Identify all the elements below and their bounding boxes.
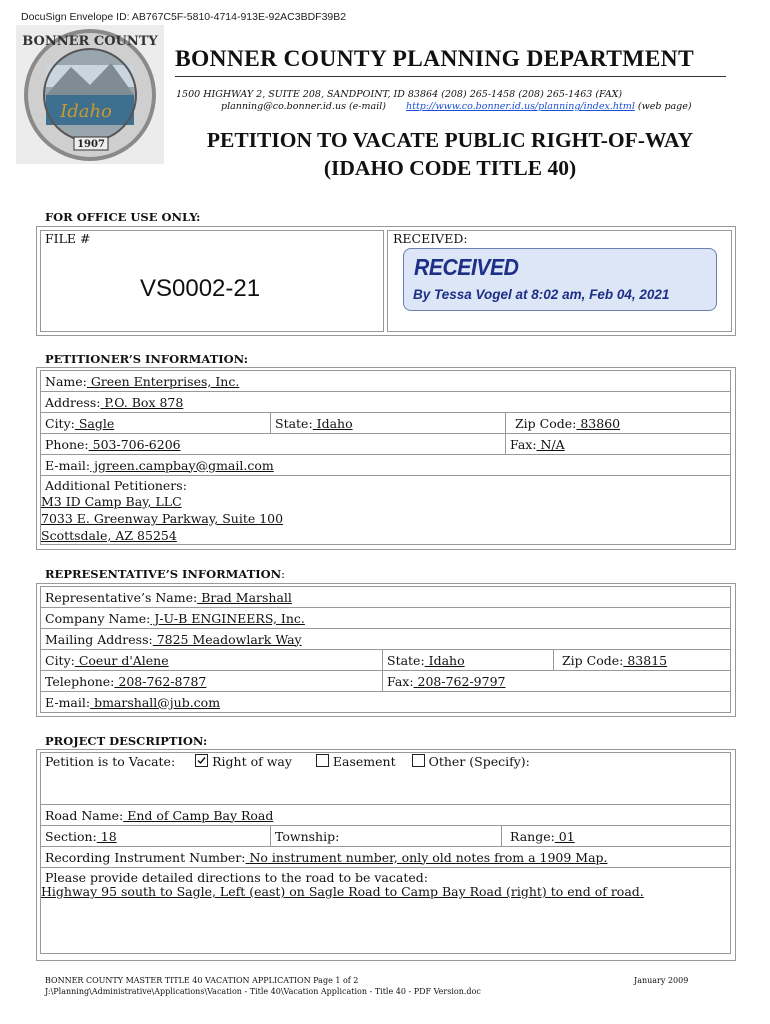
document-title-line-2: (IDAHO CODE TITLE 40) [323, 156, 577, 180]
received-stamp-title: RECEIVED [414, 254, 519, 280]
county-seal-logo [16, 25, 164, 164]
title-rule [175, 76, 726, 77]
petitioner-heading: PETITIONER’S INFORMATION: [45, 352, 248, 366]
representative-phone-field[interactable]: Telephone: 208-762-8787 [41, 671, 383, 692]
section-field[interactable]: Section: 18 [41, 826, 271, 847]
petitioner-city-field[interactable]: City: Sagle [41, 413, 271, 434]
received-stamp-detail: By Tessa Vogel at 8:02 am, Feb 04, 2021 [413, 287, 670, 302]
document-title [150, 126, 750, 182]
file-number[interactable]: VS0002-21 [140, 275, 261, 302]
range-field[interactable]: Range: 01 [502, 826, 731, 847]
file-label: FILE # [45, 231, 91, 246]
additional-petitioner-line: Scottsdale, AZ 85254 [41, 528, 177, 543]
department-title: BONNER COUNTY PLANNING DEPARTMENT [175, 46, 694, 72]
department-web-link[interactable]: http://www.co.bonner.id.us/planning/index.html [406, 101, 635, 112]
checkbox-right-of-way[interactable] [195, 754, 208, 767]
option-easement[interactable]: Easement [316, 754, 396, 769]
recording-instrument-field[interactable]: Recording Instrument Number: No instrument number, only old notes from a 1909 Map. [41, 847, 731, 868]
document-title-line-1: PETITION TO VACATE PUBLIC RIGHT-OF-WAY [206, 128, 694, 152]
representative-city-field[interactable]: City: Coeur d'Alene [41, 650, 383, 671]
footer-title: BONNER COUNTY MASTER TITLE 40 VACATION APPLICATION Page 1 of 2 [45, 976, 359, 985]
web-suffix: (web page) [634, 101, 692, 112]
representative-zip-field[interactable]: Zip Code: 83815 [554, 650, 731, 671]
checkbox-other[interactable] [412, 754, 425, 767]
option-other[interactable]: Other (Specify): [412, 754, 530, 769]
petitioner-state-field[interactable]: State: Idaho [271, 413, 506, 434]
additional-petitioners-field[interactable] [41, 476, 731, 545]
additional-petitioner-line: M3 ID Camp Bay, LLC [41, 494, 182, 509]
office-use-heading: FOR OFFICE USE ONLY: [45, 210, 201, 224]
svg-text:BONNER COUNTY: BONNER COUNTY [22, 34, 158, 49]
footer-file-path: J:\Planning\Administrative\Applications\Vacation - Title 40\Vacation Application - Title 40 - PDF Version.doc [45, 987, 481, 996]
representative-name-field[interactable]: Representative’s Name: Brad Marshall [41, 587, 731, 608]
petitioner-table [40, 370, 731, 545]
envelope-id: DocuSign Envelope ID: AB767C5F-5810-4714-913E-92AC3BDF39B2 [21, 11, 347, 23]
additional-petitioner-line: 7033 E. Greenway Parkway, Suite 100 [41, 511, 284, 526]
petitioner-fax-field[interactable]: Fax: N/A [506, 434, 731, 455]
township-field[interactable]: Township: [271, 826, 502, 847]
department-address: 1500 HIGHWAY 2, SUITE 208, SANDPOINT, ID 83864 (208) 265-1458 (208) 265-1463 (FAX) [176, 89, 623, 100]
petitioner-name-field[interactable]: Name: Green Enterprises, Inc. [41, 371, 731, 392]
petitioner-phone-field[interactable]: Phone: 503-706-6206 [41, 434, 506, 455]
svg-text:Idaho: Idaho [60, 101, 112, 122]
road-name-field[interactable]: Road Name: End of Camp Bay Road [41, 805, 731, 826]
additional-petitioners-label: Additional Petitioners: [45, 478, 187, 493]
received-stamp [403, 248, 717, 311]
department-email: planning@co.bonner.id.us (e-mail) [221, 101, 386, 112]
petitioner-email-field[interactable]: E-mail: jgreen.campbay@gmail.com [41, 455, 731, 476]
directions-label: Please provide detailed directions to the road to be vacated: [45, 870, 428, 885]
representative-table [40, 586, 731, 713]
petitioner-address-field[interactable]: Address: P.O. Box 878 [41, 392, 731, 413]
department-contact [221, 101, 692, 112]
checkbox-easement[interactable] [316, 754, 329, 767]
directions-text: Highway 95 south to Sagle, Left (east) on Sagle Road to Camp Bay Road (right) to end of road. [41, 884, 644, 899]
petitioner-zip-field[interactable]: Zip Code: 83860 [506, 413, 731, 434]
checkmark-icon [196, 755, 207, 766]
svg-text:1907: 1907 [77, 139, 105, 150]
received-label: RECEIVED: [393, 231, 468, 246]
footer-date: January 2009 [634, 976, 689, 985]
project-heading: PROJECT DESCRIPTION: [45, 734, 208, 748]
directions-field[interactable] [41, 868, 731, 954]
representative-email-field[interactable]: E-mail: bmarshall@jub.com [41, 692, 731, 713]
vacate-type-field [41, 753, 731, 805]
option-right-of-way[interactable]: Right of way [195, 754, 292, 769]
company-name-field[interactable]: Company Name: J-U-B ENGINEERS, Inc. [41, 608, 731, 629]
representative-fax-field[interactable]: Fax: 208-762-9797 [383, 671, 731, 692]
project-table [40, 752, 731, 954]
representative-state-field[interactable]: State: Idaho [383, 650, 554, 671]
representative-heading: REPRESENTATIVE’S INFORMATION: [45, 567, 286, 581]
vacate-label: Petition is to Vacate: [45, 754, 176, 769]
mailing-address-field[interactable]: Mailing Address: 7825 Meadowlark Way [41, 629, 731, 650]
